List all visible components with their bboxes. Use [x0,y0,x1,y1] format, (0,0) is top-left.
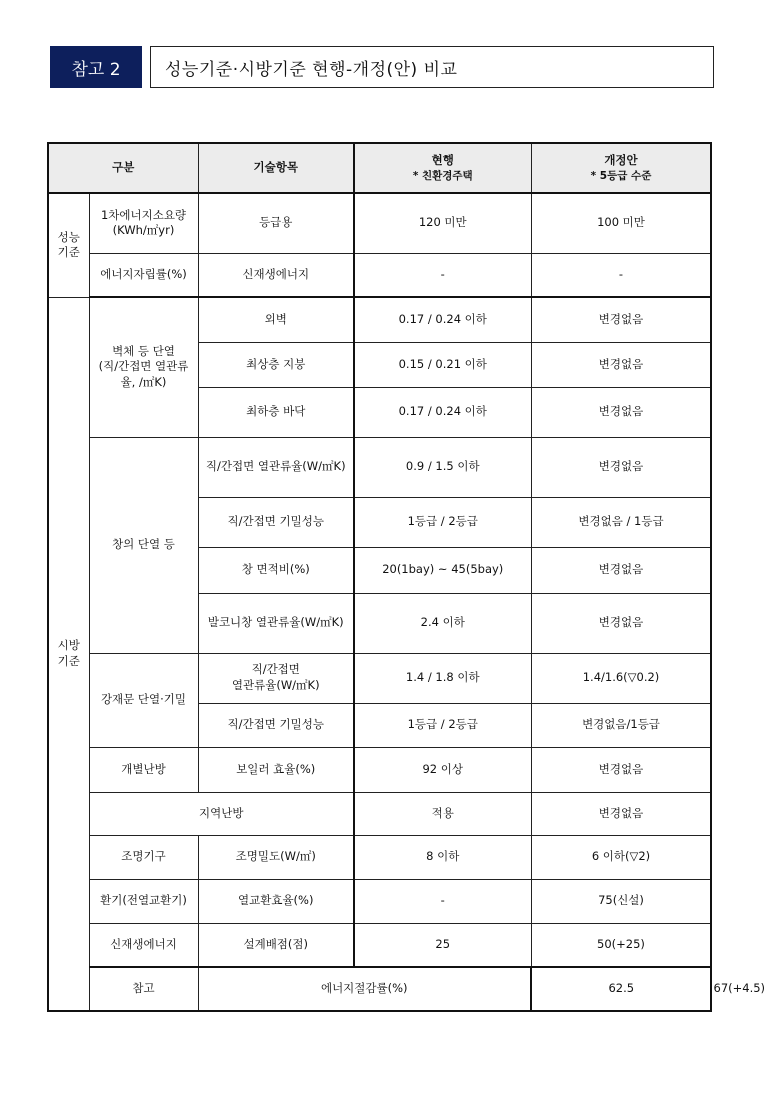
cell-current: 120 미만 [354,193,531,253]
cell-item: 외벽 [198,297,354,342]
renewable-label: 신재생에너지 [89,923,198,967]
cell-revised: 75(신설) [531,879,711,923]
cell-current: 0.15 / 0.21 이하 [354,342,531,387]
cell-revised: 변경없음/1등급 [531,703,711,747]
cell-current: 적용 [354,792,531,835]
group-specification-line1: 시방 [57,638,80,653]
cell-current: 25 [354,923,531,967]
ventilation-label: 환기(전열교환기) [89,879,198,923]
cell-current: - [354,253,531,297]
table-row [48,437,711,497]
cell-revised: 변경없음 [531,547,711,593]
comparison-table [47,142,766,1012]
header-revised-title: 개정안 [604,153,638,168]
door-item-line1: 직/간접면 [251,662,300,677]
cell-item: 등급용 [198,193,354,253]
cell-current: 1.4 / 1.8 이하 [354,653,531,703]
cell-revised: 변경없음 [531,297,711,342]
header-revised-note: * 5등급 수준 [590,169,652,182]
table-row [48,835,711,879]
cell-revised: 변경없음 [531,792,711,835]
cell-item: 직/간접면 기밀성능 [198,497,354,547]
table-row [48,193,711,253]
cell-revised: 6 이하(▽2) [531,835,711,879]
header-current-title: 현행 [431,153,454,168]
group-reference: 참고 [89,967,198,1011]
cell-revised: 변경없음 [531,387,711,437]
wall-insulation-line1: 벽체 등 단열 [112,343,175,358]
cell-item: 직/간접면 열관류율(W/㎡K) [198,437,354,497]
table-row [48,653,711,703]
group-specification [48,297,89,1011]
table-row [48,792,711,835]
cell-current: 0.9 / 1.5 이하 [354,437,531,497]
cell-item [198,653,354,703]
wall-insulation-label [89,297,198,437]
group-specification-line2: 기준 [57,653,80,668]
cell-current: 1등급 / 2등급 [354,497,531,547]
cell-revised: 변경없음 [531,342,711,387]
primary-energy-label [89,193,198,253]
cell-revised: 변경없음 [531,593,711,653]
header-category: 구분 [48,143,198,193]
cell-item: 발코니창 열관류율(W/㎡K) [198,593,354,653]
cell-revised: 변경없음 [531,437,711,497]
table-row: 참고 에너지절감률(%) 62.5 67(+4.5) [48,967,711,1011]
cell-revised: 변경없음 / 1등급 [531,497,711,547]
table-row [48,297,711,342]
cell-current: 2.4 이하 [354,593,531,653]
header-current [354,143,531,193]
cell-item: 최상층 지붕 [198,342,354,387]
cell-item: 조명밀도(W/㎡) [198,835,354,879]
district-heating-label: 지역난방 [89,792,354,835]
group-performance-line1: 성능 [57,229,80,244]
cell-item: 직/간접면 기밀성능 [198,703,354,747]
table-row [48,879,711,923]
cell-current: 0.17 / 0.24 이하 [354,297,531,342]
cell-revised: 1.4/1.6(▽0.2) [531,653,711,703]
cell-item: 최하층 바닥 [198,387,354,437]
cell-item: 신재생에너지 [198,253,354,297]
wall-insulation-line3: 율, /㎡K) [120,375,167,389]
primary-energy-line2: (KWh/㎡yr) [112,223,175,238]
cell-current: 92 이상 [354,747,531,792]
cell-current: 0.17 / 0.24 이하 [354,387,531,437]
cell-revised: 변경없음 [531,747,711,792]
header-tech-item: 기술항목 [198,143,354,193]
group-performance-line2: 기준 [57,245,80,260]
energy-independence-label: 에너지자립률(%) [89,253,198,297]
window-insulation-label: 창의 단열 등 [89,437,198,653]
wall-insulation-line2: (직/간접면 열관류 [98,359,189,374]
cell-current: 1등급 / 2등급 [354,703,531,747]
cell-item: 설계배점(점) [198,923,354,967]
lighting-label: 조명기구 [89,835,198,879]
page-title: 성능기준·시방기준 현행-개정(안) 비교 [150,46,714,88]
table-row [48,253,711,297]
table-header-row [48,143,711,193]
header-revised [531,143,711,193]
primary-energy-line1: 1차에너지소요량 [100,207,187,222]
table-row [48,747,711,792]
door-item-line2: 열관류율(W/㎡K) [231,678,320,692]
table-row [48,923,711,967]
cell-revised: 100 미만 [531,193,711,253]
cell-current: - [354,879,531,923]
steel-door-label: 강재문 단열·기밀 [89,653,198,747]
individual-heating-label: 개별난방 [89,747,198,792]
cell-current: 20(1bay) ~ 45(5bay) [354,547,531,593]
cell-item: 보일러 효율(%) [198,747,354,792]
cell-item: 창 면적비(%) [198,547,354,593]
header-current-note: * 친환경주택 [412,169,473,182]
cell-revised: 50(+25) [531,923,711,967]
group-performance [48,193,89,297]
cell-current: 8 이하 [354,835,531,879]
cell-revised: - [531,253,711,297]
energy-saving-label: 에너지절감률(%) [198,967,531,1011]
reference-label: 참고 2 [50,46,142,88]
cell-item: 열교환효율(%) [198,879,354,923]
cell-current: 62.5 [531,967,711,1011]
